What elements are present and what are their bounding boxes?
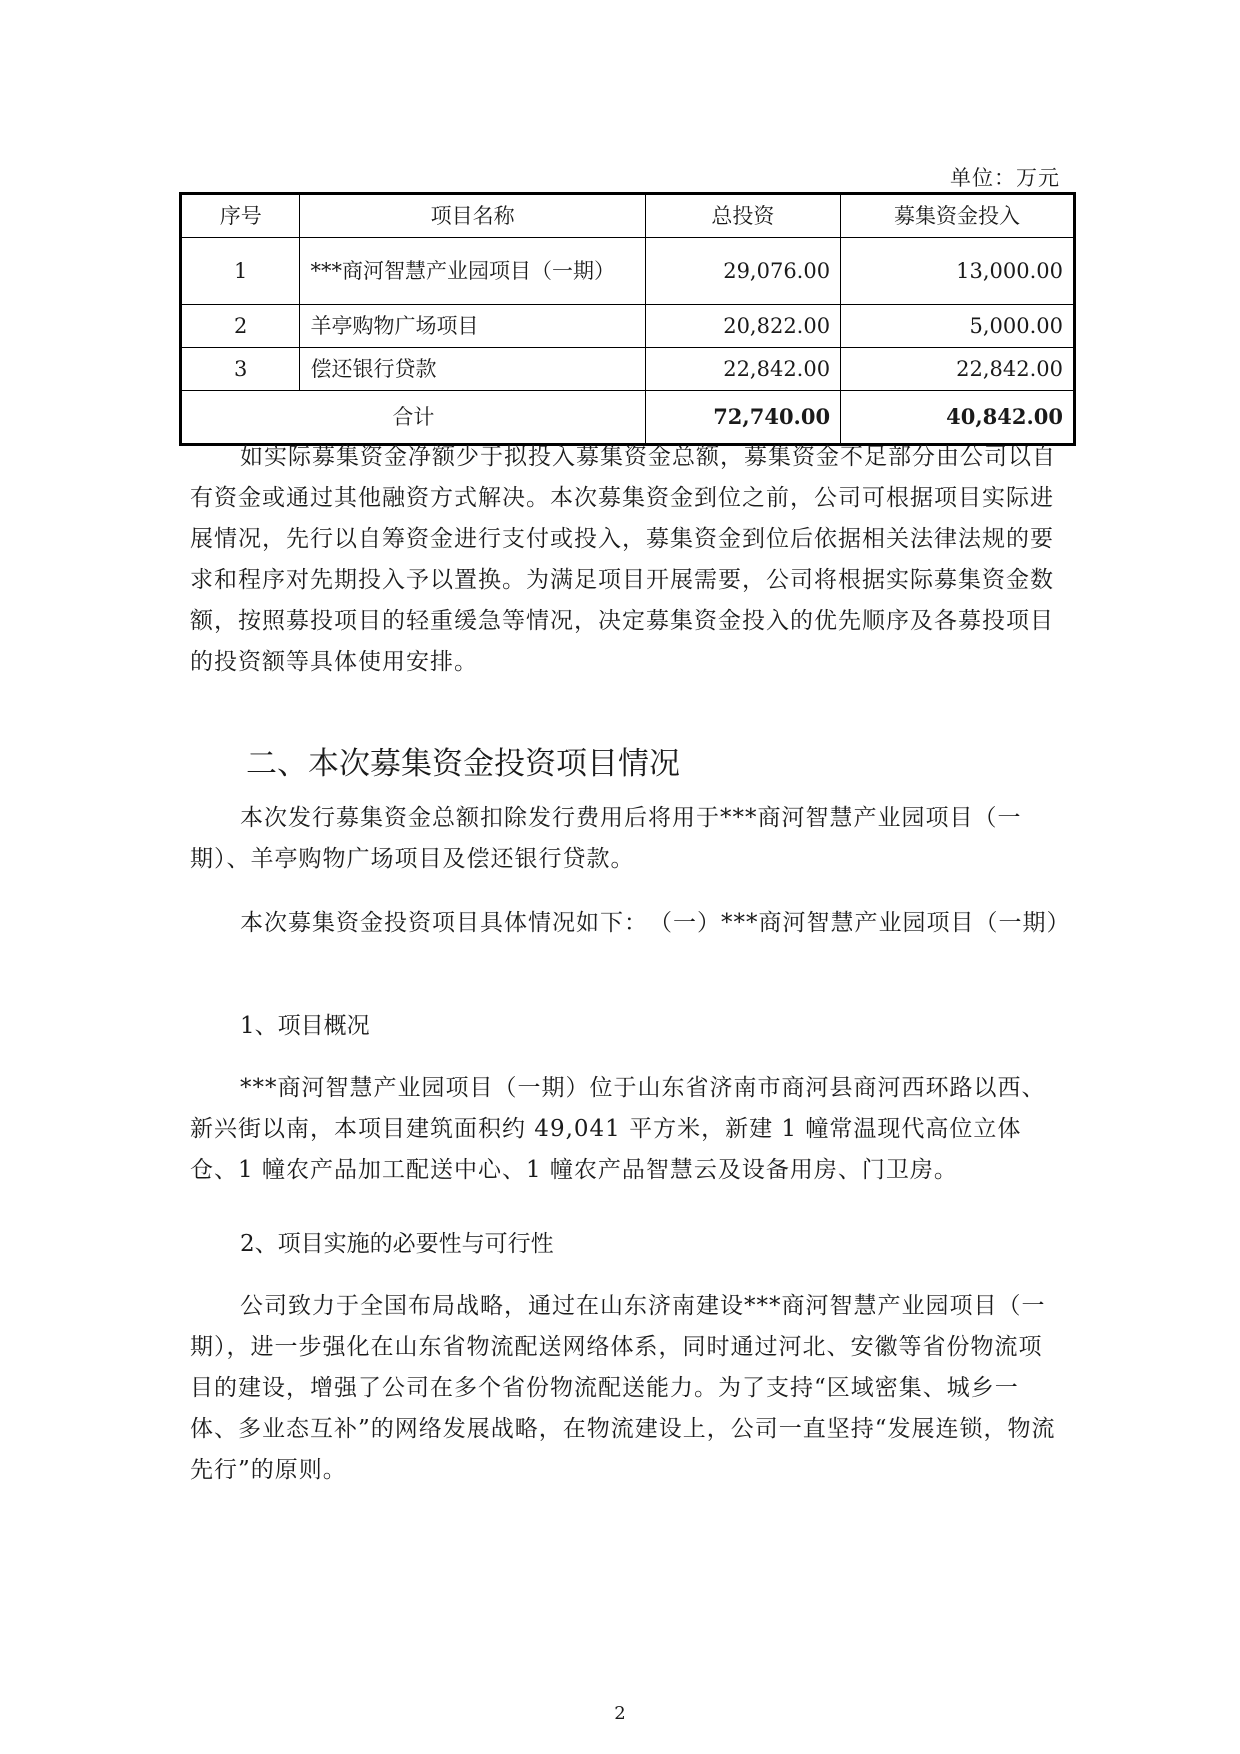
row-raised-funds: 5,000.00 <box>841 305 1075 348</box>
row-project-name: 偿还银行贷款 <box>300 348 645 391</box>
header-index: 序号 <box>181 194 300 238</box>
section-heading: 二、本次募集资金投资项目情况 <box>246 746 680 782</box>
row-index: 2 <box>181 305 300 348</box>
row-index: 3 <box>181 348 300 391</box>
paragraph-fund-usage: 本次发行募集资金总额扣除发行费用后将用于***商河智慧产业园项目（一期）、羊亭购物广场项目及偿还银行贷款。 <box>190 805 1022 872</box>
total-raised-sum: 40,842.00 <box>841 391 1075 445</box>
header-project-name: 项目名称 <box>300 194 645 238</box>
subheading-project-overview: 1、项目概况 <box>240 1013 370 1039</box>
total-label: 合计 <box>181 391 646 445</box>
row-project-name: 羊亭购物广场项目 <box>300 305 645 348</box>
paragraph-project-details-intro: 本次募集资金投资项目具体情况如下： （一）***商河智慧产业园项目（一期） <box>240 910 1071 936</box>
fundraising-table <box>179 192 1076 446</box>
header-raised-funds: 募集资金投入 <box>841 194 1075 238</box>
row-project-name: ***商河智慧产业园项目（一期） <box>300 238 645 305</box>
row-index: 1 <box>181 238 300 305</box>
row-raised-funds: 13,000.00 <box>841 238 1075 305</box>
table-row <box>181 348 1075 391</box>
header-total-investment: 总投资 <box>645 194 840 238</box>
row-total-investment: 29,076.00 <box>645 238 840 305</box>
row-total-investment: 20,822.00 <box>645 305 840 348</box>
subheading-necessity-feasibility: 2、项目实施的必要性与可行性 <box>240 1231 554 1257</box>
total-investment-sum: 72,740.00 <box>645 391 840 445</box>
unit-label: 单位：万元 <box>950 166 1060 190</box>
paragraph-funding-shortfall: 如实际募集资金净额少于拟投入募集资金总额，募集资金不足部分由公司以自有资金或通过其他融资方式解决。本次募集资金到位之前，公司可根据项目实际进展情况，先行以自筹资金进行支付或投入，募集资金到位后依据相关法律法规的要求和程序对先期投入予以置换。为满足项目开展需要，公司将根据实际募集资金数额，按照募投项目的轻重缓急等情况，决定募集资金投入的优先顺序及各募投项目的投资额等具体使用安排。 <box>190 444 1056 675</box>
paragraph-project-overview: ***商河智慧产业园项目（一期）位于山东省济南市商河县商河西环路以西、新兴街以南，本项目建筑面积约 49,041 平方米，新建 1 幢常温现代高位立体仓、1 幢农产品加工配送中心、1 幢农产品智慧云及设备用房、门卫房。 <box>190 1075 1046 1183</box>
row-raised-funds: 22,842.00 <box>841 348 1075 391</box>
table-header-row <box>181 194 1075 238</box>
paragraph-strategy: 公司致力于全国布局战略，通过在山东济南建设***商河智慧产业园项目（一期），进一步强化在山东省物流配送网络体系，同时通过河北、安徽等省份物流项目的建设，增强了公司在多个省份物流配送能力。为了支持“区域密集、城乡一体、多业态互补”的网络发展战略，在物流建设上，公司一直坚持“发展连锁，物流先行”的原则。 <box>190 1293 1056 1483</box>
table-row <box>181 238 1075 305</box>
row-total-investment: 22,842.00 <box>645 348 840 391</box>
table-row <box>181 305 1075 348</box>
page-number: 2 <box>614 1703 626 1724</box>
